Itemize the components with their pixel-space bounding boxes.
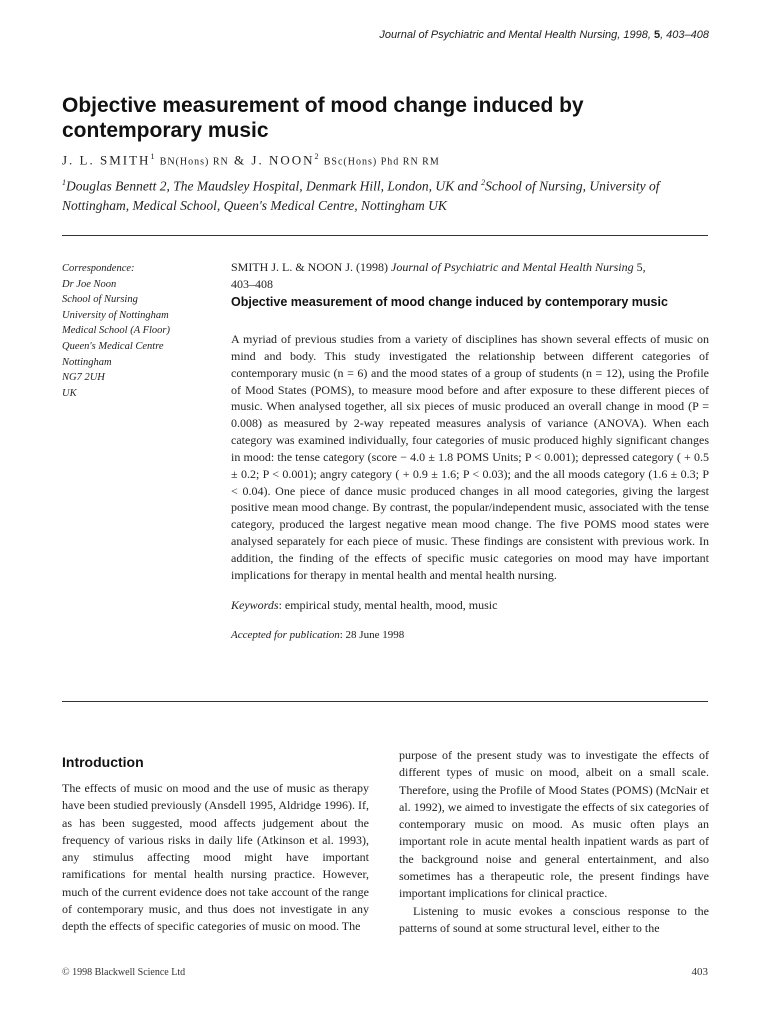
citation-journal: Journal of Psychiatric and Mental Health Nursing bbox=[391, 260, 634, 274]
copyright-footer: © 1998 Blackwell Science Ltd bbox=[62, 967, 186, 978]
abstract-title: Objective measurement of mood change induced by contemporary music bbox=[231, 295, 668, 309]
affil-sup-2: 2 bbox=[481, 178, 486, 187]
intro-left-column: The effects of music on mood and the use of music as therapy have been studied previously (Ansdell 1995, Aldridge 1996). If, as has been suggested, mood affects judgement about the frequency of various risks in daily life (Atkinson et al. 1993), any stimulus affecting mood might have important ramifications for mental health nursing practice. However, much of the current evidence does not take account of the range of contemporary music, and thus does not investigate in any depth the effects of specific categories of music on mood. The bbox=[62, 781, 369, 934]
correspondence-block bbox=[62, 261, 212, 401]
affiliations bbox=[62, 173, 722, 215]
correspondence-line: NG7 2UH bbox=[62, 372, 105, 384]
affil-part-2: School of Nursing, University of Nottingham, Medical School, Queen's Medical Centre, Nottingham UK bbox=[62, 178, 660, 213]
affil-sup-1: 1 bbox=[62, 178, 66, 187]
correspondence-line: School of Nursing bbox=[62, 294, 138, 306]
correspondence-line: Nottingham bbox=[62, 356, 112, 368]
author-ampersand: & bbox=[234, 152, 247, 168]
correspondence-line: Queen's Medical Centre bbox=[62, 340, 164, 352]
correspondence-line: University of Nottingham bbox=[62, 309, 169, 321]
author-1-name: J. L. SMITH bbox=[62, 152, 151, 168]
intro-right-column bbox=[399, 747, 709, 937]
journal-name: Journal of Psychiatric and Mental Health Nursing bbox=[379, 29, 618, 41]
journal-header bbox=[379, 29, 709, 41]
accepted-text: : 28 June 1998 bbox=[339, 628, 405, 641]
intro-right-paragraph-1: purpose of the present study was to investigate the effects of different types of music on mood, albeit on a small scale. Therefore, using the Profile of Mood States (POMS) (McNair et al. 1992), we aimed to investigate the effects of six categories of contemporary music on mood. As music often plays an important role in acute mental health inpatient wards as part of the background noise and general entertainment, and also sometimes has a therapeutic role, the present findings have important implications for clinical practice. bbox=[399, 748, 709, 901]
abstract-text: A myriad of previous studies from a variety of disciplines has shown several effects of music on mind and body. This study investigated the relationship between different categories of contemporary music (n = 6) and the mood states of a group of students (n = 12), using the Profile of Mood States (POMS), to measure mood before and after exposure to these different pieces of music. When analysed together, all six pieces of music produced an overall change in mood (P = 0.008) as measured by 2-way repeated measures analysis of variance (ANOVA). When each category was examined individually, four categories of music produced highly significant changes in mood: the tense category (score − 4.0 ± 1.8 POMS Units; P < 0.001); depressed category ( + 0.5 ± 0.2; P < 0.001); angry category ( + 0.9 ± 1.6; P < 0.03); and the all moods category (1.6 ± 0.3; P < 0.04). One piece of dance music produced changes in all mood categories, giving the largest positive mean mood change. By contrast, the popular/independent music, associated with the tense category, produced the largest negative mean mood change. The five POMS mood states were analysed separately for each piece of music. These findings are consistent with previous work. In addition, the finding of the effects of specific music categories on mood may have important implications for therapy in mental health and mental health nursing. bbox=[231, 332, 709, 582]
author-1-degrees: BN(Hons) RN bbox=[159, 156, 229, 168]
keywords-label: Keywords bbox=[231, 597, 279, 612]
abstract-block bbox=[231, 259, 709, 641]
accepted-date bbox=[231, 629, 709, 641]
accepted-label: Accepted for publication bbox=[231, 628, 340, 641]
correspondence-line: Medical School (A Floor) bbox=[62, 325, 170, 337]
citation bbox=[231, 259, 709, 293]
author-2-name: J. NOON bbox=[251, 152, 315, 168]
citation-pages: 403–408 bbox=[231, 277, 273, 291]
bottom-divider bbox=[62, 701, 708, 702]
author-line bbox=[62, 152, 440, 168]
section-heading-introduction: Introduction bbox=[62, 754, 144, 770]
correspondence-line: Dr Joe Noon bbox=[62, 278, 117, 290]
journal-year: , 1998, bbox=[617, 29, 654, 41]
author-2-degrees: BSc(Hons) Phd RN RM bbox=[323, 156, 440, 168]
page-number: 403 bbox=[691, 966, 708, 978]
citation-volume: 5, bbox=[633, 260, 646, 274]
top-divider bbox=[62, 235, 708, 236]
intro-right-paragraph-2: Listening to music evokes a conscious response to the patterns of sound at some structural level, either to the bbox=[399, 903, 709, 935]
correspondence-line: UK bbox=[62, 387, 77, 399]
paper-title: Objective measurement of mood change induced by contemporary music bbox=[62, 94, 584, 142]
affil-part-1: Douglas Bennett 2, The Maudsley Hospital, Denmark Hill, London, UK and bbox=[66, 178, 482, 194]
journal-volume: 5 bbox=[653, 29, 661, 41]
keywords bbox=[231, 598, 709, 613]
correspondence-line: Correspondence: bbox=[62, 263, 135, 274]
keywords-text: : empirical study, mental health, mood, music bbox=[278, 597, 498, 612]
author-1-sup: 1 bbox=[150, 152, 155, 161]
author-2-sup: 2 bbox=[314, 152, 319, 161]
citation-authors: SMITH J. L. & NOON J. (1998) bbox=[231, 260, 391, 274]
journal-pages: , 403–408 bbox=[660, 29, 709, 41]
